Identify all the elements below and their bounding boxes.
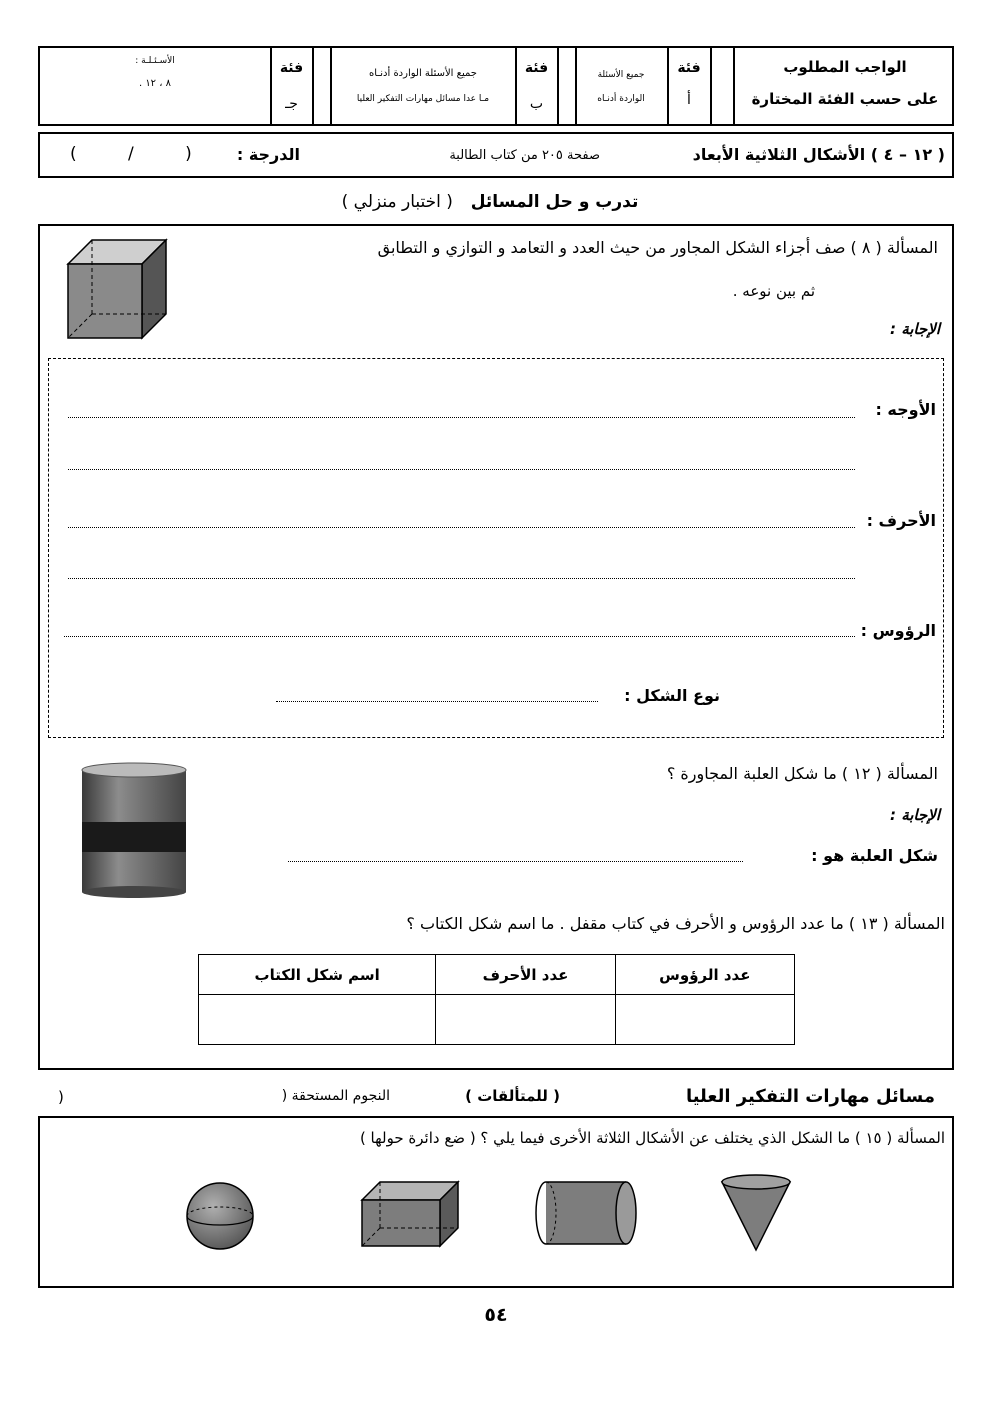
hots-for-excellent: ( للمتألقات ): [465, 1087, 560, 1105]
cat-c-letter: جـ: [285, 96, 298, 112]
required-subtitle: على حسب الفئة المختارة: [751, 90, 939, 108]
faces-line-1[interactable]: [68, 417, 855, 418]
edges-label: الأحرف :: [866, 511, 936, 530]
section-title: [290, 192, 690, 212]
shape-type-label: نوع الشكل :: [624, 686, 720, 705]
grade-value: ( / ): [70, 144, 192, 164]
edges-line-2[interactable]: [68, 578, 855, 579]
lesson-title: ( ١٢ – ٤ ) الأشكال الثلاثية الأبعاد: [692, 145, 945, 164]
col-vertices-header: عدد الرؤوس: [615, 955, 794, 995]
stars-close: ): [58, 1088, 64, 1106]
hots-title: مسائل مهارات التفكير العليا: [685, 1086, 935, 1107]
cat-c-label: فئة: [279, 60, 304, 76]
q8-answer-area: [48, 358, 944, 738]
cat-b-desc-2: مـا عدا مسائل مهارات التفكير العليا: [356, 94, 490, 104]
questions-label: الأسـئـلـة :: [135, 56, 175, 66]
cat-a-desc-1: جميع الأسئلة: [597, 70, 645, 80]
cat-b-desc-1: جميع الأسئلة الواردة أدنـاه: [369, 68, 477, 79]
book-vertices-cell[interactable]: [615, 995, 794, 1045]
stars-label: النجوم المستحقة (: [281, 1088, 390, 1104]
vertices-line[interactable]: [64, 636, 855, 637]
q12-answer-label: الإجابة :: [889, 806, 940, 824]
q8-text-2: ثم بين نوعه .: [732, 282, 815, 300]
cat-a-desc-2: الواردة أدنـاه: [597, 94, 645, 104]
cat-b-letter: ب: [529, 96, 544, 112]
faces-label: الأوجه :: [875, 400, 936, 419]
q15-text: المسألة ( ١٥ ) ما الشكل الذي يختلف عن الأشكال الثلاثة الأخرى فيما يلي ؟ ( ضع دائرة حولها ): [359, 1129, 945, 1147]
grade-label: الدرجة :: [236, 145, 300, 164]
q8-text-1: المسألة ( ٨ ) صف أجزاء الشكل المجاور من حيث العدد و التعامد و التوازي و التطابق: [377, 238, 938, 257]
faces-line-2[interactable]: [68, 469, 855, 470]
page-reference: صفحة ٢٠٥ من كتاب الطالبة: [449, 148, 600, 163]
cat-a-letter: أ: [687, 92, 691, 108]
can-shape-line[interactable]: [288, 861, 743, 862]
cat-a-label: فئة: [677, 60, 701, 76]
section-title-sub: ( اختبار منزلي ): [341, 192, 453, 212]
can-shape-label: شكل العلبة هو :: [811, 846, 938, 865]
cat-b-label: فئة: [524, 60, 549, 76]
col-name-header: اسم شكل الكتاب: [199, 955, 436, 995]
can-image: [76, 760, 194, 900]
book-name-cell[interactable]: [199, 995, 436, 1045]
sphere-shape[interactable]: [184, 1180, 256, 1252]
q8-answer-label: الإجابة :: [889, 320, 940, 338]
q13-table: [198, 954, 795, 1045]
prism-shape[interactable]: [358, 1178, 464, 1250]
questions-numbers: ٨ ، ١٢ .: [138, 78, 172, 89]
shape-type-line[interactable]: [276, 701, 598, 702]
cylinder-shape[interactable]: [532, 1178, 640, 1248]
section-title-main: تدرب و حل المسائل: [470, 192, 639, 212]
q13-text: المسألة ( ١٣ ) ما عدد الرؤوس و الأحرف في كتاب مقفل . ما اسم شكل الكتاب ؟: [406, 914, 945, 933]
page-number: ٥٤: [484, 1304, 508, 1326]
required-title: الواجب المطلوب: [783, 58, 907, 76]
q12-text: المسألة ( ١٢ ) ما شكل العلبة المجاورة ؟: [666, 764, 938, 783]
edges-line-1[interactable]: [68, 527, 855, 528]
cube-image: [62, 234, 172, 342]
book-edges-cell[interactable]: [436, 995, 615, 1045]
cone-shape[interactable]: [718, 1172, 794, 1254]
vertices-label: الرؤوس :: [860, 621, 936, 640]
col-edges-header: عدد الأحرف: [436, 955, 615, 995]
